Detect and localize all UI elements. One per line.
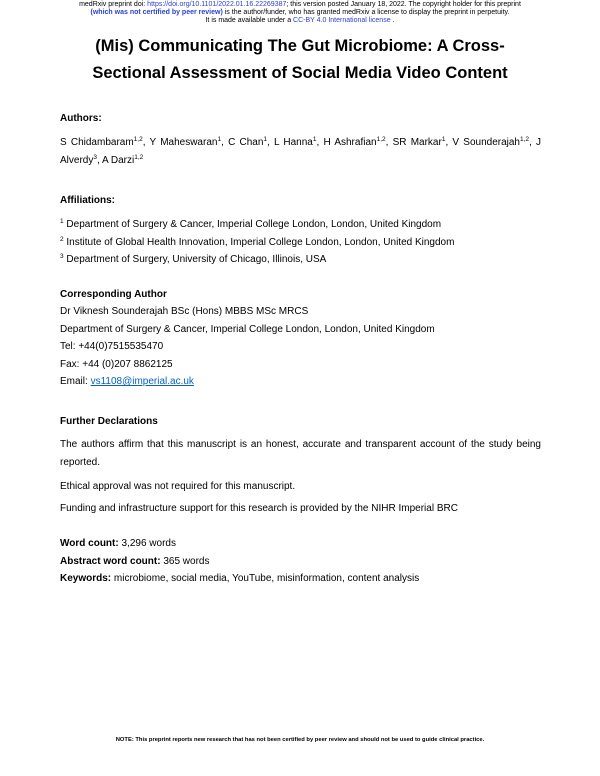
affiliation-item: [60, 216, 541, 234]
author-affiliation-marker: 1,2: [134, 154, 144, 161]
word-count-label: Word count:: [60, 538, 119, 549]
posting-info: ; this version posted January 18, 2022. The copyright holder for this preprint: [286, 1, 521, 8]
author-name: H Ashrafian: [323, 137, 377, 148]
author-separator: ,: [96, 155, 102, 166]
paper-title-line-2: Sectional Assessment of Social Media Video Content: [92, 63, 508, 82]
author-name: V Sounderajah: [452, 137, 520, 148]
author: [393, 137, 446, 148]
author-separator: ,: [316, 137, 324, 148]
author-separator: ,: [529, 137, 537, 148]
author-separator: ,: [221, 137, 229, 148]
author-name: A Darzi: [102, 155, 135, 166]
author: [228, 137, 267, 148]
affiliation-item: [60, 251, 541, 269]
author-separator: ,: [267, 137, 274, 148]
abstract-word-count-value: 365 words: [163, 555, 210, 567]
corresponding-author-heading: Corresponding Author: [60, 289, 167, 300]
author-affiliation-marker: 1,2: [133, 136, 143, 143]
word-count-row: [60, 535, 541, 553]
declaration-statement: Ethical approval was not required for this manuscript.: [60, 481, 296, 492]
license-grant: is the author/funder, who has granted medRxiv a license to display the preprint in perpetuity.: [224, 9, 510, 16]
author: [102, 155, 143, 166]
author-affiliation-marker: 3: [93, 154, 97, 161]
author-separator: ,: [142, 137, 150, 148]
peer-review-note: (which was not certified by peer review): [90, 9, 223, 16]
affiliation-marker: 3: [60, 253, 64, 260]
affiliation-text: Department of Surgery & Cancer, Imperial College London, London, United Kingdom: [66, 219, 442, 230]
author: [323, 137, 385, 148]
doi-link[interactable]: https://doi.org/10.1101/2022.01.16.22269387: [147, 1, 287, 8]
abstract-word-count-label: Abstract word count:: [60, 555, 161, 567]
author-name: C Chan: [228, 137, 264, 148]
affiliation-text: Department of Surgery, University of Chicago, Illinois, USA: [66, 254, 327, 265]
paper-title: [0, 33, 600, 87]
author-name: J Alverdy: [60, 137, 542, 166]
paper-title-line-1: (Mis) Communicating The Gut Microbiome: A Cross-: [95, 36, 505, 55]
counts-section: [60, 535, 541, 588]
affiliation-list: [60, 216, 541, 269]
preprint-footer-note: NOTE: This preprint reports new research that has not been certified by peer review and should not be used to guide clinical practice.: [115, 737, 485, 743]
corresponding-author-name: Dr Viknesh Sounderajah BSc (Hons) MBBS MSc MRCS: [60, 306, 309, 318]
keywords-row: [60, 570, 541, 588]
author-name: S Chidambaram: [60, 137, 134, 148]
keywords-value: microbiome, social media, YouTube, misinformation, content analysis: [113, 573, 420, 584]
author-affiliation-marker: 1: [441, 136, 446, 143]
author-name: Y Maheswaran: [149, 137, 218, 148]
author-name: SR Markar: [392, 137, 442, 148]
license-link[interactable]: CC-BY 4.0 International license: [293, 17, 391, 24]
keywords-label: Keywords:: [60, 573, 112, 584]
author: [150, 137, 222, 148]
affiliation-marker: 2: [60, 235, 64, 243]
author-name: L Hanna: [274, 137, 313, 148]
author-separator: ,: [445, 137, 453, 148]
author-affiliation-marker: 1,2: [376, 136, 386, 143]
preprint-header-line-2: [0, 9, 600, 17]
author: [452, 137, 529, 148]
declaration-statement: The authors affirm that this manuscript is an honest, accurate and transparent account of the study being reported.: [60, 439, 541, 468]
preprint-header: [0, 1, 600, 25]
further-declarations-heading: Further Declarations: [60, 416, 158, 427]
declaration-statement: Funding and infrastructure support for this research is provided by the NIHR Imperial BRC: [60, 503, 458, 514]
availability-prefix: It is made available under a: [205, 17, 292, 24]
author-affiliation-marker: 1: [312, 136, 317, 143]
word-count-value: 3,296 words: [121, 538, 176, 549]
affiliation-marker: 1: [60, 218, 64, 225]
affiliation-item: [60, 234, 541, 252]
author: [274, 137, 316, 148]
preprint-header-line-1: [0, 1, 600, 9]
email-label: Email:: [60, 376, 88, 388]
author-list: [60, 134, 541, 170]
affiliations-heading: Affiliations:: [60, 195, 115, 206]
affiliation-text: Institute of Global Health Innovation, Imperial College London, London, United Kingdom: [66, 236, 455, 248]
corresponding-author-tel: Tel: +44(0)7515535470: [60, 341, 164, 353]
corresponding-author-email-row: [60, 373, 541, 390]
availability-suffix: .: [392, 17, 395, 24]
author: [60, 137, 143, 148]
abstract-word-count-row: [60, 553, 541, 571]
author-separator: ,: [385, 137, 393, 148]
author-affiliation-marker: 1: [263, 136, 268, 143]
corresponding-author-fax: Fax: +44 (0)207 8862125: [60, 358, 173, 370]
corresponding-author-section: [60, 286, 541, 390]
corresponding-author-department: Department of Surgery & Cancer, Imperial College London, London, United Kingdom: [60, 323, 435, 335]
author-affiliation-marker: 1: [217, 136, 222, 143]
doi-prefix: medRxiv preprint doi:: [79, 1, 146, 8]
preprint-header-line-3: [0, 17, 600, 25]
authors-heading: Authors:: [60, 113, 102, 124]
author-affiliation-marker: 1,2: [520, 136, 530, 143]
email-link[interactable]: vs1108@imperial.ac.uk: [90, 376, 194, 388]
